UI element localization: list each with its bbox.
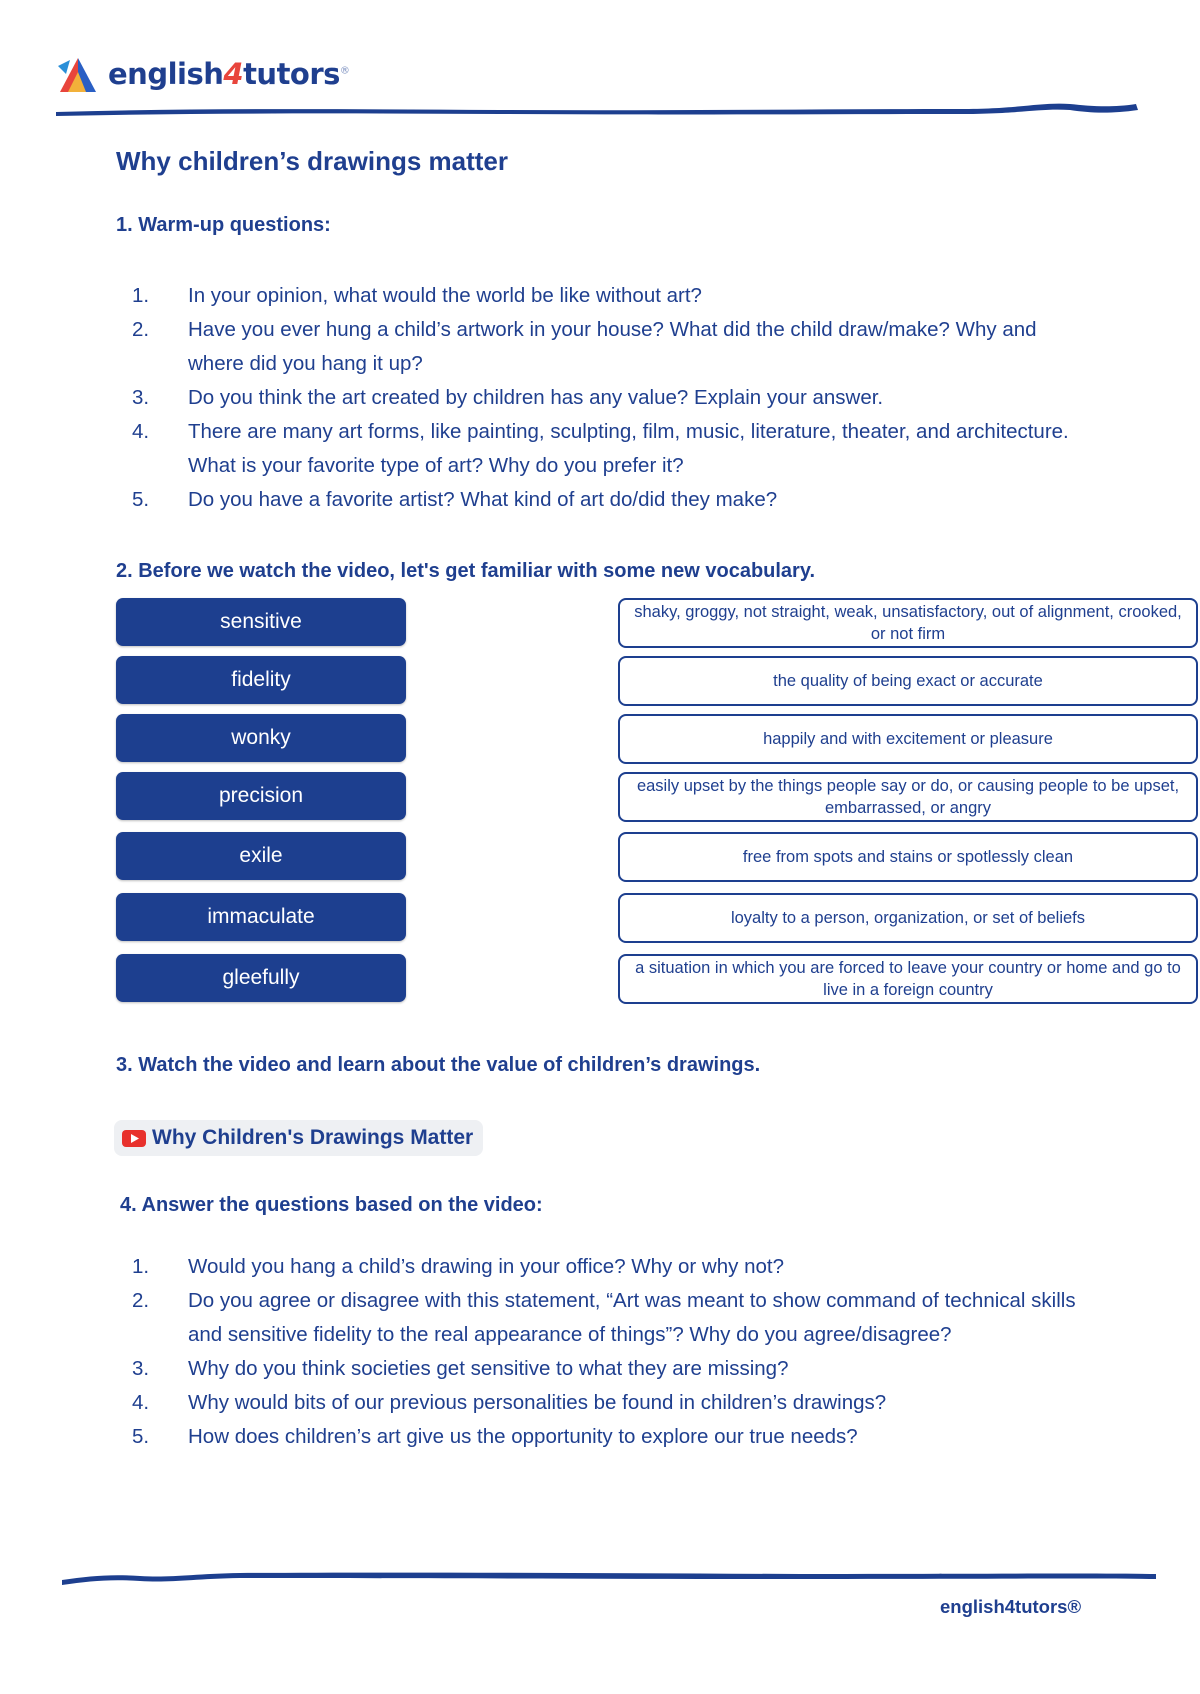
section2-heading: 2. Before we watch the video, let's get familiar with some new vocabulary. <box>116 560 816 582</box>
vocab-definition[interactable]: a situation in which you are forced to leave your country or home and go to live in a foreign country <box>618 954 1198 1004</box>
brand-logo <box>56 48 349 100</box>
list-item: 5. How does children’s art give us the opportunity to explore our true needs? <box>132 1425 858 1448</box>
list-item: 1. Would you hang a child’s drawing in your office? Why or why not? <box>132 1255 784 1278</box>
logo-mark-icon <box>56 52 100 96</box>
vocab-word-immaculate[interactable]: immaculate <box>116 893 406 941</box>
vocab-definition[interactable]: the quality of being exact or accurate <box>618 656 1198 706</box>
section4-heading: 4. Answer the questions based on the video: <box>120 1194 543 1216</box>
youtube-icon <box>122 1130 146 1147</box>
list-item: 2. Have you ever hung a child’s artwork in your house? What did the child draw/make? Why and where did you hang it up? <box>132 318 1037 375</box>
list-item: 4. There are many art forms, like painting, sculpting, film, music, literature, theater, and architecture. What is your favorite type of art? Why do you prefer it? <box>132 420 1069 477</box>
logo-text: english4tutors® <box>108 57 350 91</box>
list-item: 5. Do you have a favorite artist? What kind of art do/did they make? <box>132 488 778 511</box>
header-wave-divider <box>0 98 1200 120</box>
list-item: 4. Why would bits of our previous personalities be found in children’s drawings? <box>132 1391 887 1414</box>
list-item: 1. In your opinion, what would the world be like without art? <box>132 284 702 307</box>
list-item: 3. Why do you think societies get sensitive to what they are missing? <box>132 1357 789 1380</box>
vocab-word-sensitive[interactable]: sensitive <box>116 598 406 646</box>
vocab-definition[interactable]: loyalty to a person, organization, or set of beliefs <box>618 893 1198 943</box>
video-link[interactable] <box>114 1120 483 1156</box>
video-question-list <box>116 1250 1088 1454</box>
video-link-label: Why Children's Drawings Matter <box>152 1126 474 1149</box>
list-item: 2. Do you agree or disagree with this statement, “Art was meant to show command of technical skills and sensitive fidelity to the real appearance of things”? Why do you agree/disagree? <box>132 1289 1076 1346</box>
vocab-word-precision[interactable]: precision <box>116 772 406 820</box>
page-title: Why children’s drawings matter <box>116 146 509 176</box>
vocab-definition[interactable]: shaky, groggy, not straight, weak, unsatisfactory, out of alignment, crooked, or not firm <box>618 598 1198 648</box>
vocab-word-wonky[interactable]: wonky <box>116 714 406 762</box>
section3-heading: 3. Watch the video and learn about the value of children’s drawings. <box>116 1054 761 1076</box>
footer-brand: english4tutors® <box>940 1596 1082 1617</box>
vocab-word-fidelity[interactable]: fidelity <box>116 656 406 704</box>
vocab-word-exile[interactable]: exile <box>116 832 406 880</box>
warmup-question-list <box>116 279 1088 517</box>
vocab-definition[interactable]: happily and with excitement or pleasure <box>618 714 1198 764</box>
vocab-word-gleefully[interactable]: gleefully <box>116 954 406 1002</box>
list-item: 3. Do you think the art created by children has any value? Explain your answer. <box>132 386 884 409</box>
vocab-definition[interactable]: easily upset by the things people say or do, or causing people to be upset, embarrassed, or angry <box>618 772 1198 822</box>
section1-heading: 1. Warm-up questions: <box>116 214 331 236</box>
footer-wave-divider <box>0 1568 1200 1590</box>
vocab-definition[interactable]: free from spots and stains or spotlessly clean <box>618 832 1198 882</box>
